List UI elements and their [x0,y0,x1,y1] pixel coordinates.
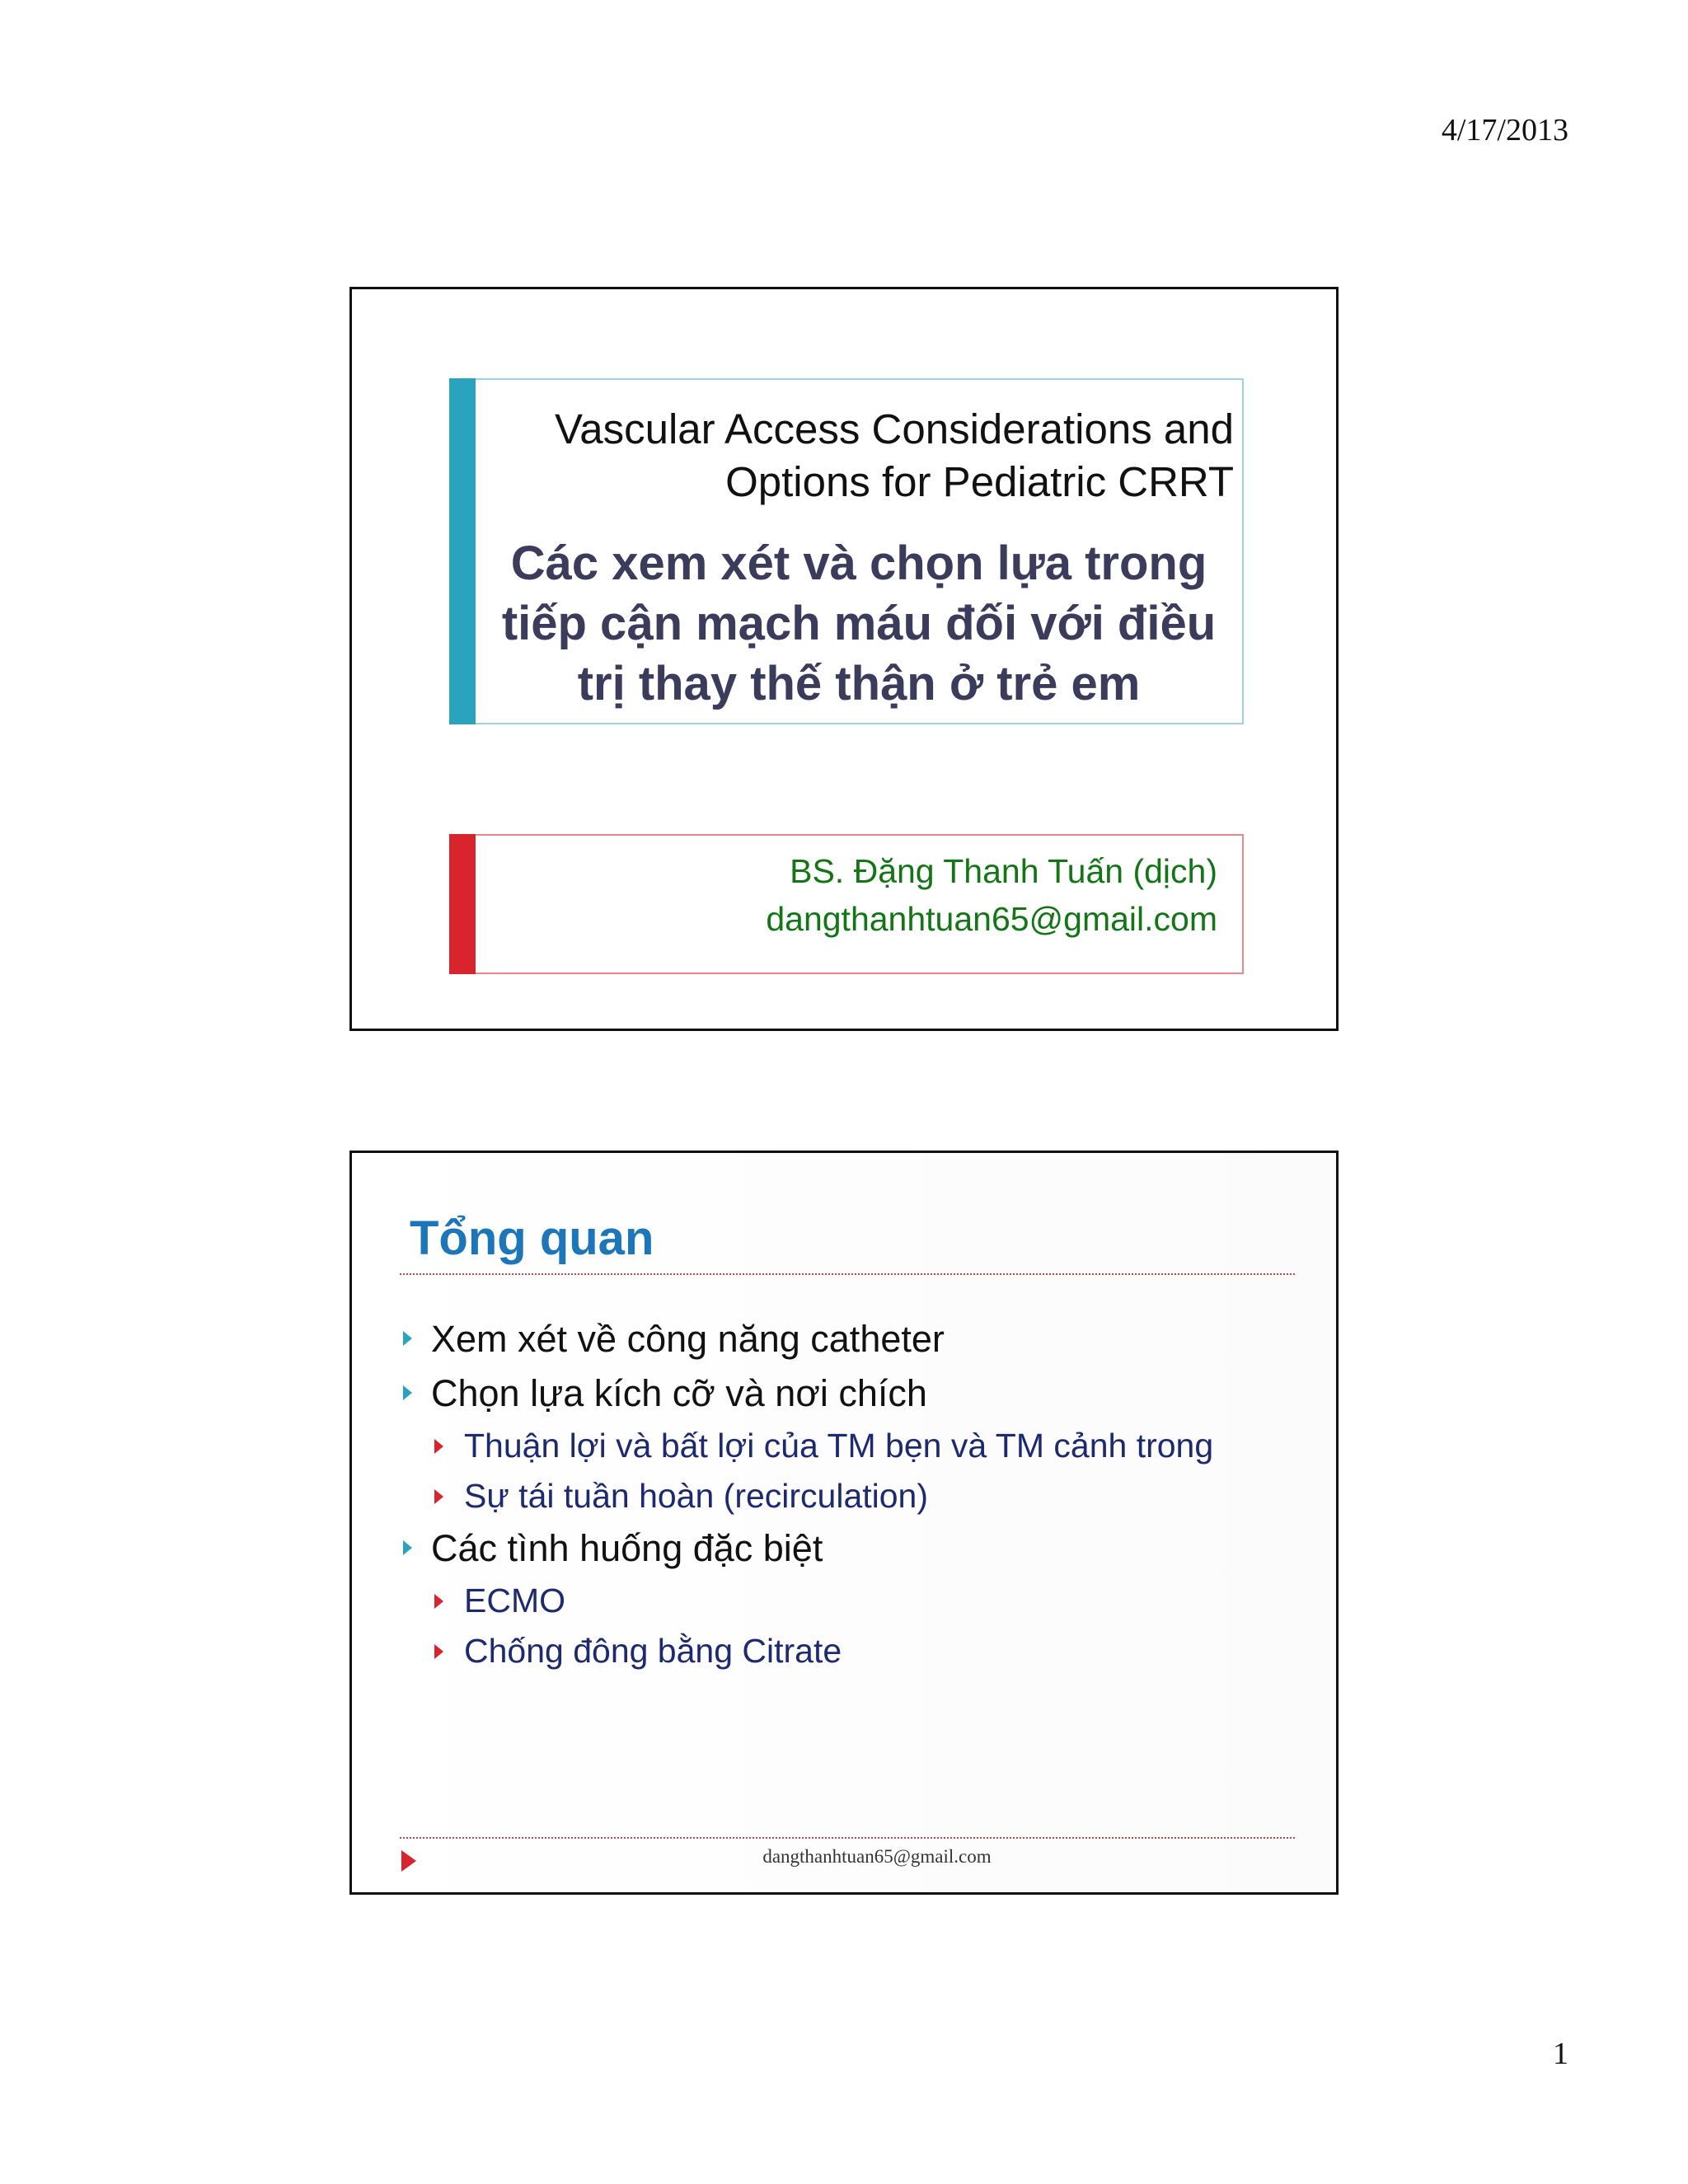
bullet-triangle-icon [403,1540,412,1555]
sub-bullet-item [434,1477,928,1516]
bullet-text: Chọn lựa kích cỡ và nơi chích [431,1372,927,1414]
title-english-line-2: Options for Pediatric CRRT [725,458,1234,505]
sub-bullet-text: Thuận lợi và bất lợi của TM bẹn và TM cảnh trong [464,1427,1214,1465]
title-english-line-1: Vascular Access Considerations and [555,405,1234,452]
bullet-item [403,1527,823,1570]
title-accent-bar [449,378,476,724]
author-email: dangthanhtuan65@gmail.com [766,900,1217,938]
bullet-text: Xem xét về công năng catheter [431,1318,945,1360]
title-vietnamese [476,533,1242,714]
sub-bullet-text: Sự tái tuần hoàn (recirculation) [464,1477,929,1515]
footer-divider [400,1837,1295,1839]
author-accent-bar [449,834,476,974]
title-vietnamese-line-3: trị thay thế thận ở trẻ em [577,657,1141,710]
bullet-item [403,1318,945,1361]
title-vietnamese-line-2: tiếp cận mạch máu đối với điều [501,597,1217,650]
slide-heading: Tổng quan [410,1212,654,1265]
bullet-item [403,1372,927,1415]
page-date: 4/17/2013 [1441,113,1568,148]
footer-email: dangthanhtuan65@gmail.com [762,1846,992,1867]
author-box [449,834,1244,974]
heading-divider [400,1273,1295,1275]
title-vietnamese-line-1: Các xem xét và chọn lựa trong [510,537,1207,590]
sub-bullet-triangle-icon [434,1439,443,1454]
bullet-triangle-icon [403,1331,412,1346]
sub-bullet-item [434,1582,565,1620]
bullet-triangle-icon [403,1385,412,1400]
sub-bullet-item [434,1632,842,1671]
title-box [449,378,1244,724]
slide-title [349,287,1339,1031]
bullet-text: Các tình huống đặc biệt [431,1527,823,1569]
sub-bullet-text: ECMO [464,1582,565,1619]
sub-bullet-triangle-icon [434,1644,443,1659]
page-number: 1 [1553,2036,1568,2071]
sub-bullet-item [434,1427,1213,1465]
slide-overview [349,1151,1339,1895]
sub-bullet-triangle-icon [434,1489,443,1504]
sub-bullet-triangle-icon [434,1594,443,1609]
author-name: BS. Đặng Thanh Tuấn (dịch) [790,852,1217,890]
title-english [555,403,1234,509]
sub-bullet-text: Chống đông bằng Citrate [464,1632,842,1670]
